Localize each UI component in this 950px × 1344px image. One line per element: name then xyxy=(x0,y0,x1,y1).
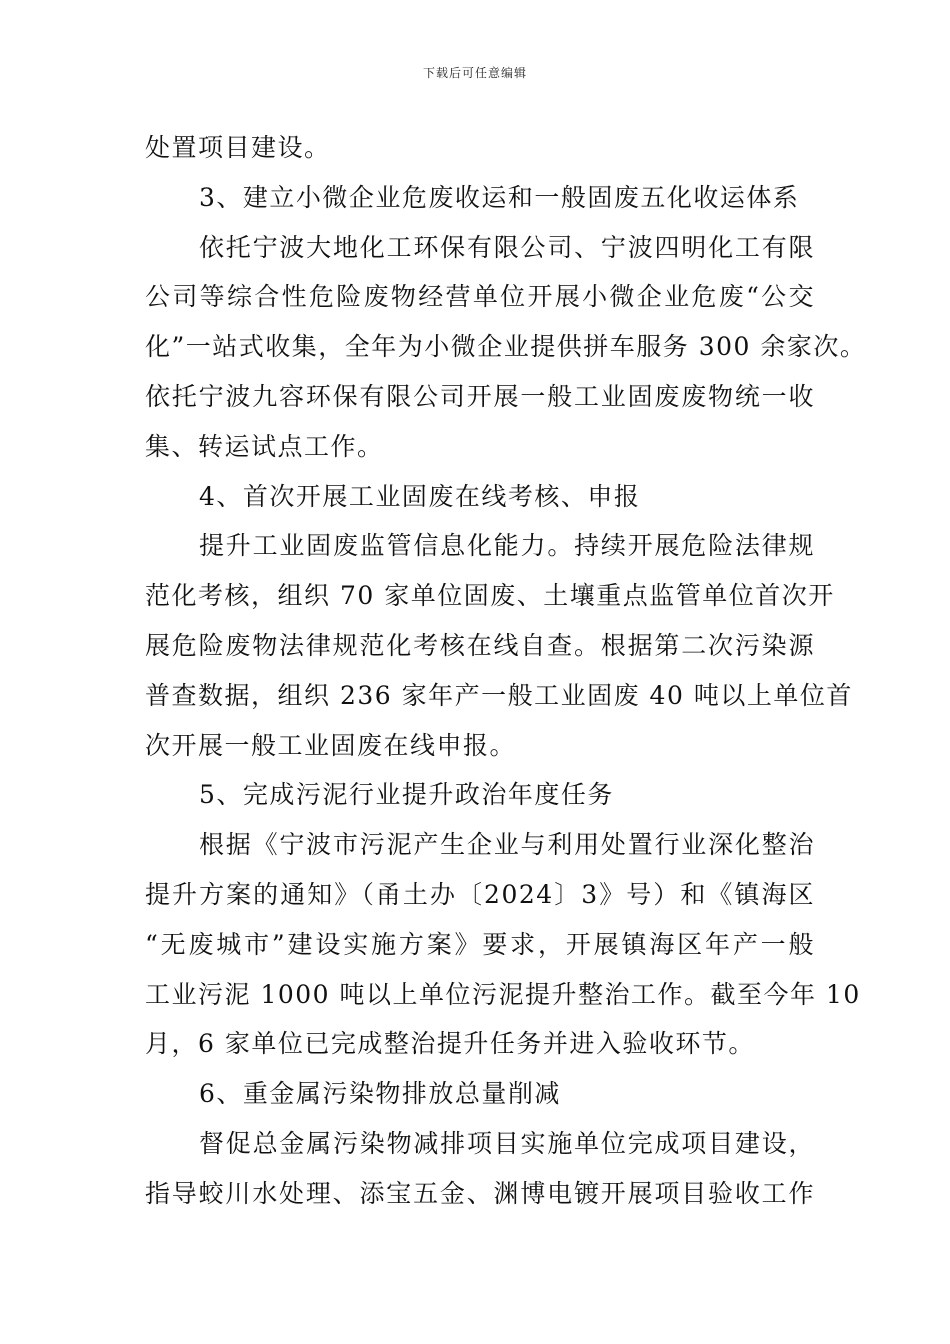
paragraph-line: 化”一站式收集，全年为小微企业提供拼车服务 300 余家次。 xyxy=(145,332,867,362)
paragraph-line: 工业污泥 1000 吨以上单位污泥提升整治工作。截至今年 10 xyxy=(145,979,861,1009)
paragraph-line: “无废城市”建设实施方案》要求，开展镇海区年产一般 xyxy=(145,929,815,959)
paragraph-line: 次开展一般工业固废在线申报。 xyxy=(145,730,517,760)
section-heading: 4、首次开展工业固废在线考核、申报 xyxy=(199,481,641,511)
section-heading: 5、完成污泥行业提升政治年度任务 xyxy=(199,780,614,810)
paragraph-line: 范化考核，组织 70 家单位固废、土壤重点监管单位首次开 xyxy=(145,581,835,611)
paragraph-line: 公司等综合性危险废物经营单位开展小微企业危废“公交 xyxy=(145,282,815,312)
paragraph-line: 提升方案的通知》（甬土办〔2024〕3》号）和《镇海区 xyxy=(145,879,815,909)
document-body xyxy=(145,128,867,1224)
section-heading: 3、建立小微企业危废收运和一般固废五化收运体系 xyxy=(199,182,800,212)
paragraph-line: 展危险废物法律规范化考核在线自查。根据第二次污染源 xyxy=(145,630,815,660)
paragraph-line: 根据《宁波市污泥产生企业与利用处置行业深化整治 xyxy=(199,830,815,860)
paragraph-line: 指导蛟川水处理、添宝五金、渊博电镀开展项目验收工作 xyxy=(145,1178,815,1208)
section-heading: 6、重金属污染物排放总量削减 xyxy=(199,1079,561,1109)
paragraph-line: 集、转运试点工作。 xyxy=(145,431,384,461)
paragraph-line: 处置项目建设。 xyxy=(145,133,331,162)
paragraph-line: 依托宁波大地化工环保有限公司、宁波四明化工有限 xyxy=(199,232,815,262)
paragraph-line: 依托宁波九容环保有限公司开展一般工业固废废物统一收 xyxy=(145,381,815,411)
paragraph-line: 普查数据，组织 236 家年产一般工业固废 40 吨以上单位首 xyxy=(145,680,853,710)
paragraph-line: 督促总金属污染物减排项目实施单位完成项目建设， xyxy=(199,1128,815,1158)
paragraph-line: 月，6 家单位已完成整治提升任务并进入验收环节。 xyxy=(145,1029,755,1059)
page-header: 下载后可任意编辑 xyxy=(422,66,527,80)
paragraph-line: 提升工业固废监管信息化能力。持续开展危险法律规 xyxy=(199,531,815,561)
